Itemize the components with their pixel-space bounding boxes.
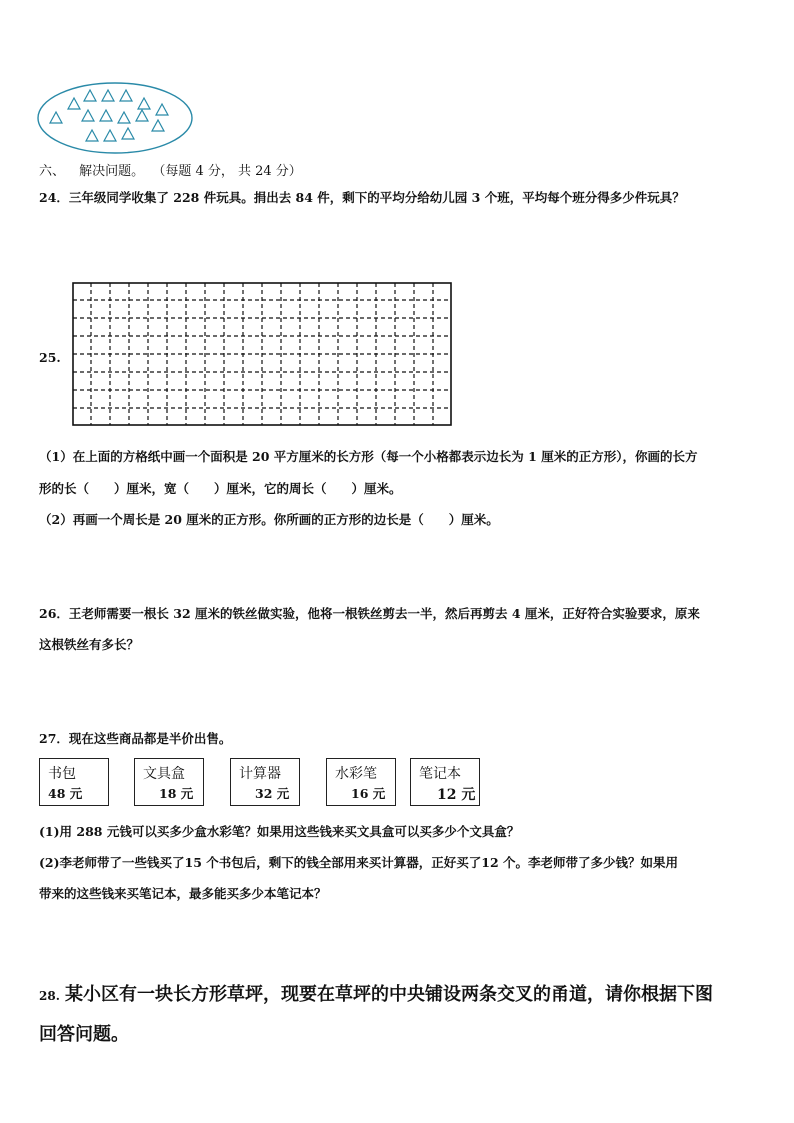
triangle-shape — [152, 120, 164, 131]
item-card-watercolor-pens — [326, 758, 396, 806]
item-name: 文具盒 — [143, 766, 185, 782]
question-26-line2: 这根铁丝有多长？ — [39, 637, 140, 652]
question-28-line1 — [39, 980, 713, 1006]
triangle-shape — [102, 90, 114, 101]
triangle-shape — [156, 104, 168, 115]
question-27-intro: 27．现在这些商品都是半价出售。 — [39, 731, 232, 746]
question-27-part2-line1: (2)李老师带了一些钱买了15 个书包后，剩下的钱全部用来买计算器，正好买了12 个。李老师带了多少钱？如果用 — [39, 855, 679, 870]
item-price: 16 元 — [351, 786, 386, 801]
question-28-number: 28. — [39, 989, 60, 1003]
question-25-part1-line1: （1）在上面的方格纸中画一个面积是 20 平方厘米的长方形（每一个小格都表示边长为 1 厘米的正方形），你画的长方 — [39, 449, 698, 464]
item-price: 18 元 — [159, 786, 194, 801]
section-score: （每题 4 分， 共 24 分） — [152, 164, 302, 179]
triangle-shape — [82, 110, 94, 121]
item-price: 12 元 — [437, 787, 476, 803]
item-price: 48 元 — [48, 786, 83, 801]
section-title: 解决问题。 — [79, 164, 145, 179]
question-27-part2-line2: 带来的这些钱来买笔记本，最多能买多少本笔记本？ — [39, 886, 327, 901]
item-name: 笔记本 — [419, 766, 461, 782]
ellipse-triangles-figure — [36, 80, 196, 158]
question-28-text: 某小区有一块长方形草坪，现要在草坪的中央铺设两条交叉的甬道，请你根据下图 — [64, 984, 713, 1005]
triangle-shape — [118, 112, 130, 123]
triangle-shape — [50, 112, 62, 123]
triangle-shape — [104, 130, 116, 141]
item-name: 水彩笔 — [335, 766, 377, 782]
question-25-part2: （2）再画一个周长是 20 厘米的正方形。你所画的正方形的边长是（ ）厘米。 — [39, 512, 499, 527]
question-26-line1: 26．王老师需要一根长 32 厘米的铁丝做实验，他将一根铁丝剪去一半，然后再剪去 4 厘米，正好符合实验要求，原来 — [39, 606, 700, 621]
triangle-shape — [100, 110, 112, 121]
triangle-shape — [84, 90, 96, 101]
triangle-shape — [136, 110, 148, 121]
section-six-heading — [39, 160, 302, 179]
item-card-notebook — [410, 758, 480, 806]
triangle-shape — [122, 128, 134, 139]
section-number: 六、 — [39, 164, 66, 179]
triangle-shape — [68, 98, 80, 109]
question-24: 24．三年级同学收集了 228 件玩具。捐出去 84 件，剩下的平均分给幼儿园 3 个班，平均每个班分得多少件玩具？ — [39, 190, 685, 205]
item-name: 计算器 — [239, 766, 281, 782]
item-card-schoolbag — [39, 758, 109, 806]
item-price: 32 元 — [255, 786, 290, 801]
item-name: 书包 — [48, 766, 76, 782]
grid-paper[interactable] — [72, 282, 454, 428]
question-28-line2: 回答问题。 — [39, 1024, 129, 1045]
question-25-part1-line2: 形的长（ ）厘米，宽（ ）厘米，它的周长（ ）厘米。 — [39, 481, 402, 496]
question-25-label: 25. — [39, 350, 61, 365]
item-card-pencil-box — [134, 758, 204, 806]
triangle-shape — [138, 98, 150, 109]
triangle-shape — [86, 130, 98, 141]
question-27-part1: (1)用 288 元钱可以买多少盒水彩笔？如果用这些钱来买文具盒可以买多少个文具盒？ — [39, 824, 520, 839]
item-card-calculator — [230, 758, 300, 806]
triangle-shape — [120, 90, 132, 101]
